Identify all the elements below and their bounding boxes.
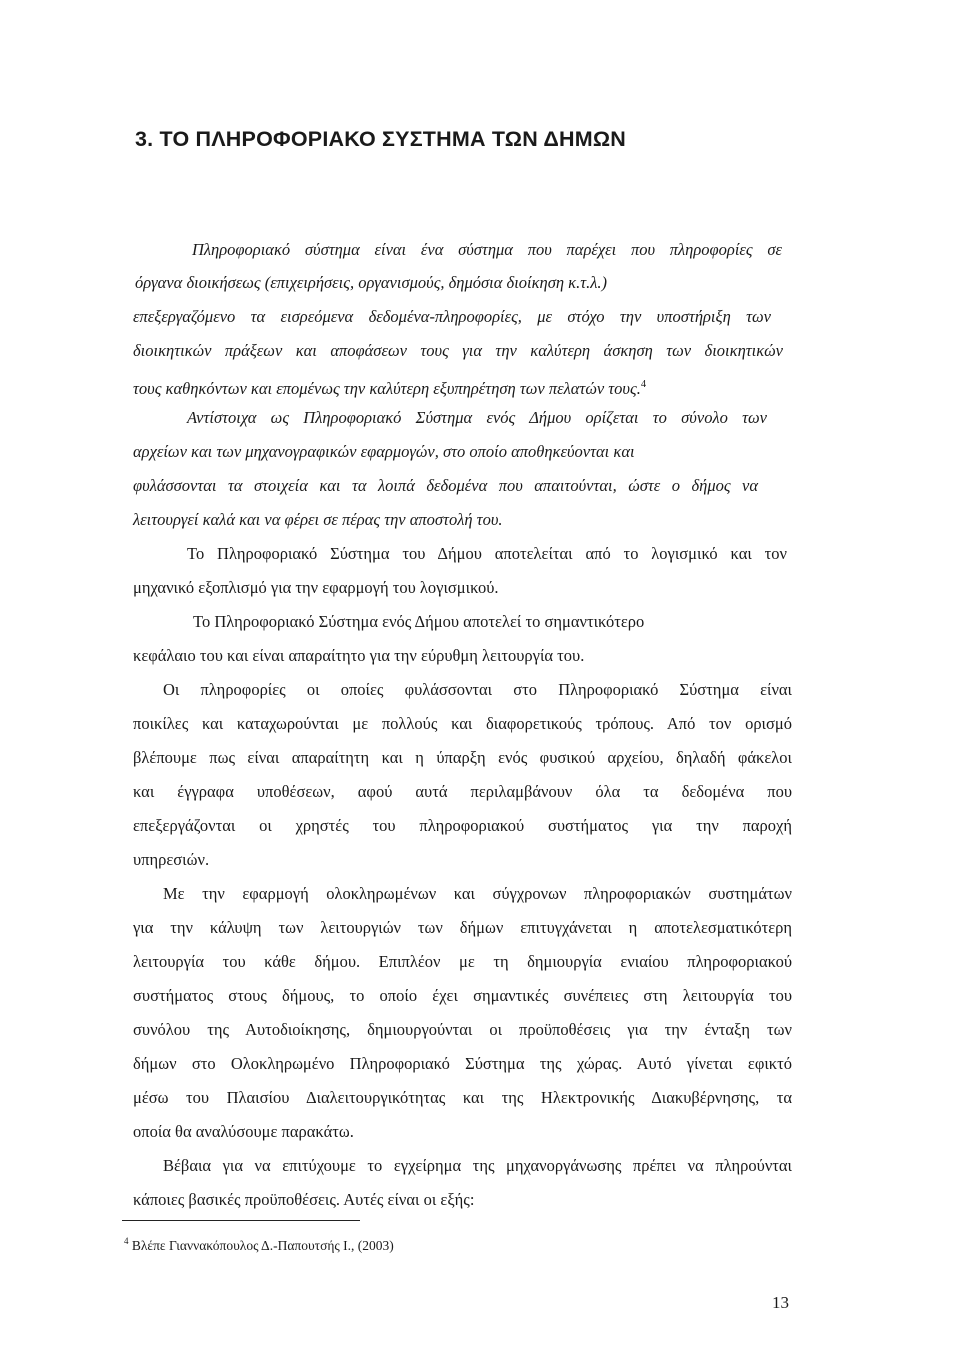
text-line: και έγγραφα υποθέσεων, αφού αυτά περιλαμβάνουν όλα τα δεδομένα που	[133, 782, 792, 801]
text-line: Αντίστοιχα ως Πληροφοριακό Σύστημα ενός Δήμου ορίζεται το σύνολο των	[187, 408, 767, 427]
text-line: συνόλου της Αυτοδιοίκησης, δημιουργούνται οι προϋποθέσεις για την ένταξη των	[133, 1020, 792, 1039]
footnote-number: 4	[124, 1236, 129, 1246]
section-title: 3. ΤΟ ΠΛΗΡΟΦΟΡΙΑΚΟ ΣΥΣΤΗΜΑ ΤΩΝ ΔΗΜΩΝ	[135, 127, 627, 151]
text-line: συστήματος στους δήμους, το οποίο έχει σημαντικές συνέπειες στη λειτουργία του	[133, 986, 792, 1005]
text-line: βλέπουμε πως είναι απαραίτητη και η ύπαρξη ενός φυσικού αρχείου, δηλαδή φάκελοι	[133, 748, 792, 767]
text-line: οποία θα αναλύσουμε παρακάτω.	[133, 1122, 354, 1141]
text-line-content: τους καθηκόντων και επομένως την καλύτερη εξυπηρέτηση των πελατών τους.	[133, 379, 641, 398]
text-line: για την κάλυψη των λειτουργιών των δήμων επιτυγχάνεται η αποτελεσματικότερη	[133, 918, 792, 937]
text-line: Οι πληροφορίες οι οποίες φυλάσσονται στο Πληροφοριακό Σύστημα είναι	[163, 680, 792, 699]
text-line	[133, 375, 646, 399]
text-line: ποικίλες και καταχωρούνται με πολλούς και διαφορετικούς τρόπους. Από τον ορισμό	[133, 714, 792, 733]
text-line: διοικητικών πράξεων και αποφάσεων τους για την καλύτερη άσκηση των διοικητικών	[133, 341, 783, 360]
footnote	[124, 1236, 394, 1254]
text-line: λειτουργία του κάθε δήμου. Επιπλέον με τη δημιουργία ενιαίου πληροφοριακού	[133, 952, 792, 971]
text-line: Πληροφοριακό σύστημα είναι ένα σύστημα που παρέχει που πληροφορίες σε	[192, 240, 782, 259]
page-number: 13	[772, 1293, 789, 1312]
text-line: Βέβαια για να επιτύχουμε το εγχείρημα της μηχανοργάνωσης πρέπει να πληρούνται	[163, 1156, 792, 1175]
text-line: επεξεργάζονται οι χρηστές του πληροφοριακού συστήματος για την παροχή	[133, 816, 792, 835]
text-line: υπηρεσιών.	[133, 850, 210, 869]
footnote-ref: 4	[640, 379, 647, 390]
text-line: κάποιες βασικές προϋποθέσεις. Αυτές είναι οι εξής:	[133, 1190, 475, 1209]
text-line: Το Πληροφοριακό Σύστημα ενός Δήμου αποτελεί το σημαντικότερο	[193, 612, 645, 631]
text-line: Το Πληροφοριακό Σύστημα του Δήμου αποτελείται από το λογισμικό και τον	[187, 544, 787, 563]
footnote-text: Βλέπε Γιαννακόπουλος Δ.-Παπουτσής Ι., (2003)	[131, 1238, 394, 1253]
text-line: δήμων στο Ολοκληρωμένο Πληροφοριακό Σύστημα της χώρας. Αυτό γίνεται εφικτό	[133, 1054, 792, 1073]
text-line: μέσω του Πλαισίου Διαλειτουργικότητας και της Ηλεκτρονικής Διακυβέρνησης, τα	[133, 1088, 792, 1107]
text-line: αρχείων και των μηχανογραφικών εφαρμογών, στο οποίο αποθηκεύονται και	[133, 442, 635, 461]
text-line: επεξεργαζόμενο τα εισρεόμενα δεδομένα-πληροφορίες, με στόχο την υποστήριξη των	[133, 307, 771, 326]
footnote-separator	[122, 1220, 360, 1221]
text-line: μηχανικό εξοπλισμό για την εφαρμογή του λογισμικού.	[133, 578, 499, 597]
text-line: κεφάλαιο του και είναι απαραίτητο για την εύρυθμη λειτουργία του.	[133, 646, 585, 665]
text-line: Με την εφαρμογή ολοκληρωμένων και σύγχρονων πληροφοριακών συστημάτων	[163, 884, 792, 903]
text-line: όργανα διοικήσεως (επιχειρήσεις, οργανισμούς, δημόσια διοίκηση κ.τ.λ.)	[135, 273, 608, 292]
text-line: φυλάσσονται τα στοιχεία και τα λοιπά δεδομένα που απαιτούνται, ώστε ο δήμος να	[133, 476, 758, 495]
text-line: λειτουργεί καλά και να φέρει σε πέρας την αποστολή του.	[133, 510, 503, 529]
